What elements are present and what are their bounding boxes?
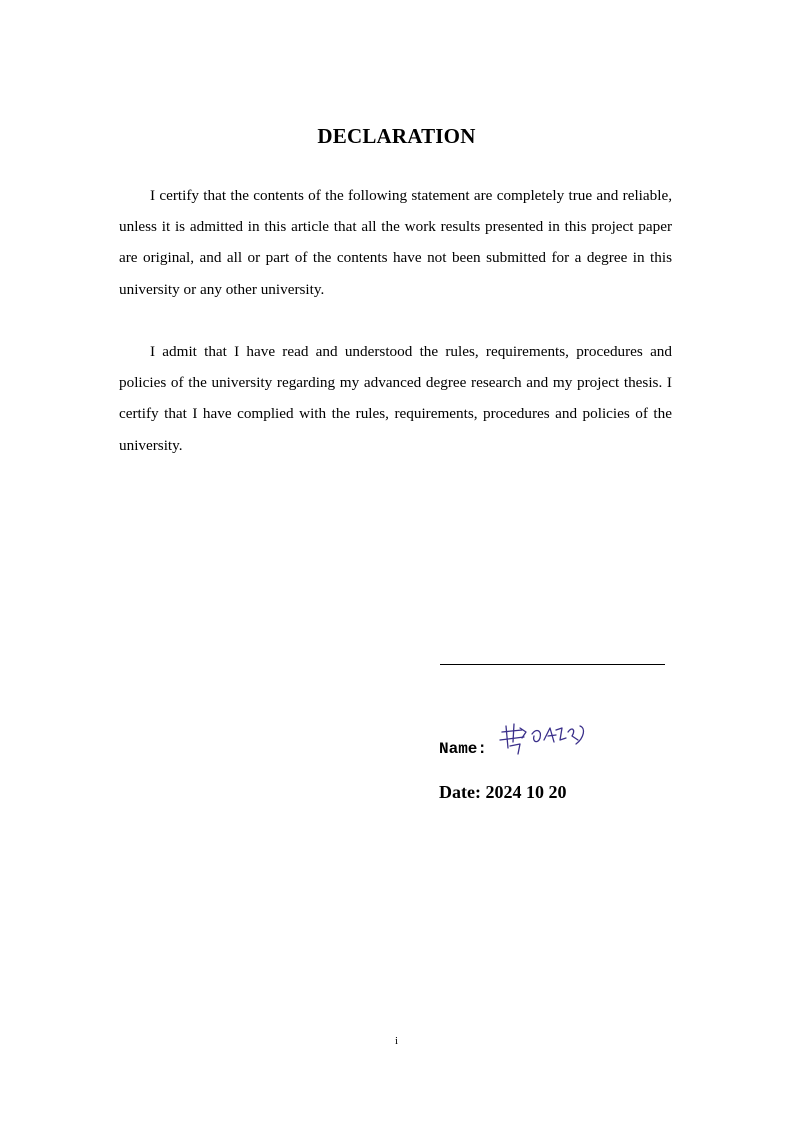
- date-value: 2024 10 20: [485, 782, 567, 802]
- date-line: [439, 782, 566, 803]
- page-title: DECLARATION: [317, 124, 476, 148]
- date-label: Date:: [439, 782, 481, 802]
- signature-line: [440, 664, 665, 665]
- handwritten-signature: [496, 718, 588, 758]
- name-label: Name:: [439, 740, 488, 758]
- paragraph-admission: I admit that I have read and understood the rules, requirements, procedures and policies of the university regarding my advanced degree research and my project thesis. I certify that I have complied with the rules, requirements, procedures and policies of the university.: [119, 343, 672, 454]
- page-number: i: [394, 1035, 399, 1047]
- paragraph-certification: I certify that the contents of the following statement are completely true and reliable, unless it is admitted in this article that all the work results presented in this project paper are original, and all or part of the contents have not been submitted for a degree in this university or any other university.: [119, 187, 672, 298]
